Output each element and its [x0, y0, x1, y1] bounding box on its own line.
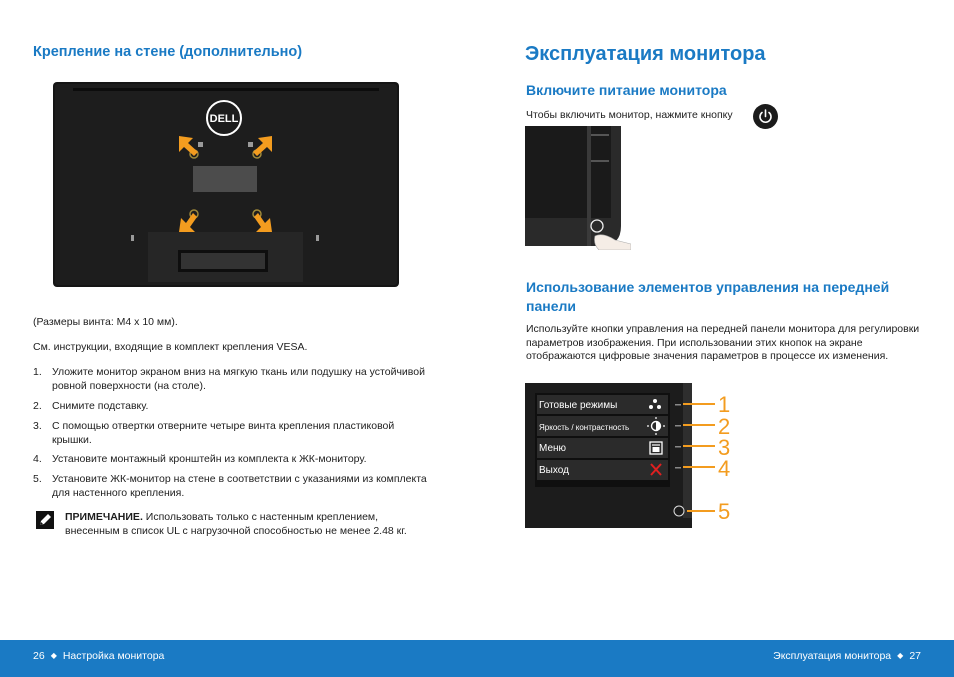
page-number-left: 26 [33, 650, 45, 662]
section-heading-power: Включите питание монитора [526, 82, 727, 98]
step-text: С помощью отвертки отверните четыре винта крепления пластиковой крышки. [52, 420, 395, 446]
svg-text:Выход: Выход [539, 465, 569, 476]
section-heading-front-controls: Использование элементов управления на передней панели [526, 279, 890, 314]
osd-item-menu [537, 438, 668, 458]
step-text: Установите ЖК-монитор на стене в соответствии с указаниями из комплекта для настенного крепления. [52, 473, 427, 499]
step-text: Уложите монитор экраном вниз на мягкую ткань или подушку на устойчивой ровной поверхности (на столе). [52, 366, 425, 392]
monitor-back-illustration [53, 82, 399, 287]
screw-size-text: (Размеры винта: M4 x 10 мм). [33, 316, 178, 328]
note-text [65, 511, 415, 538]
svg-text:Готовые режимы: Готовые режимы [539, 400, 618, 411]
diamond-icon: ◆ [50, 651, 57, 660]
svg-text:Меню: Меню [539, 443, 567, 454]
monitor-power-button-photo [525, 126, 631, 250]
step-text: Установите монтажный кронштейн из комплекта к ЖК-монитору. [52, 453, 367, 465]
osd-item-exit [537, 460, 668, 480]
step-number: 2. [33, 400, 42, 412]
page-title: Эксплуатация монитора [525, 43, 766, 65]
svg-text:Яркость / контрастность: Яркость / контрастность [539, 423, 630, 432]
page-footer [0, 640, 954, 677]
callout-3: 3 [718, 435, 731, 460]
note-pencil-icon [36, 511, 54, 529]
osd-item-brightness [537, 416, 668, 436]
step-number: 3. [33, 420, 42, 432]
footer-right [773, 650, 921, 662]
svg-text:DELL: DELL [209, 113, 239, 125]
step-number: 5. [33, 473, 42, 485]
osd-menu-illustration [525, 383, 755, 528]
note-label: ПРИМЕЧАНИЕ. [65, 511, 143, 523]
section-heading-wall-mount: Крепление на стене (дополнительно) [33, 44, 303, 60]
note-body: Использовать только с настенным креплением, внесенным в список UL с нагрузочной способностью не менее 2.48 кг. [65, 511, 407, 537]
diamond-icon: ◆ [897, 651, 904, 660]
front-controls-description: Используйте кнопки управления на передней панели монитора для регулировки параметров изображения. При использовании этих кнопок на экране отображаются цифровые значения параметров в процессе их изменения. [526, 323, 920, 362]
step-number: 1. [33, 366, 42, 378]
power-instruction-text: Чтобы включить монитор, нажмите кнопку [526, 109, 733, 121]
power-icon [753, 104, 778, 129]
callout-4: 4 [718, 456, 731, 481]
step-number: 4. [33, 453, 42, 465]
callout-1: 1 [718, 392, 731, 417]
see-instructions-text: См. инструкции, входящие в комплект крепления VESA. [33, 341, 308, 353]
page-number-right: 27 [909, 650, 921, 662]
callout-5: 5 [718, 499, 731, 524]
step-text: Снимите подставку. [52, 400, 149, 412]
callout-2: 2 [718, 414, 731, 439]
osd-item-presets [537, 395, 668, 414]
footer-left [33, 650, 164, 662]
footer-chapter-left: Настройка монитора [62, 650, 165, 662]
footer-chapter-right: Эксплуатация монитора [773, 650, 892, 662]
